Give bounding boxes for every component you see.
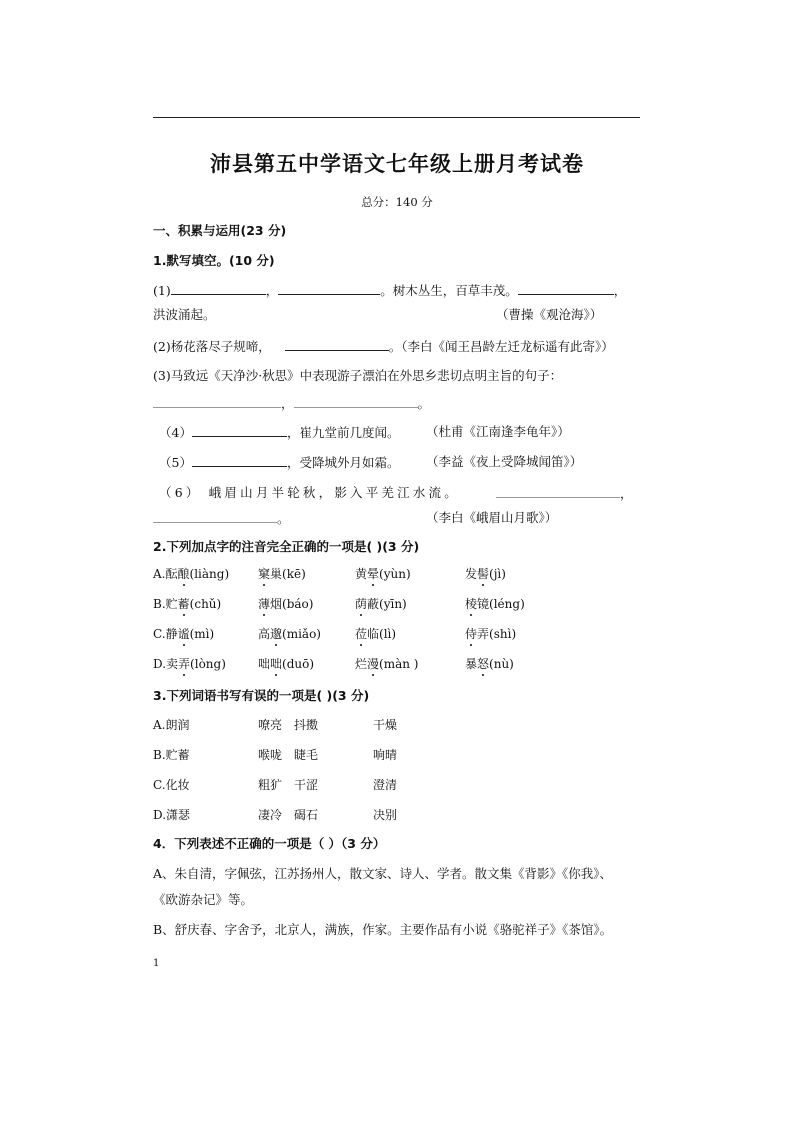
q2-pinyin: (chǔ) xyxy=(189,597,222,611)
q2-pinyin: (màn ) xyxy=(379,657,419,671)
q3-option-label-word: D.潇瑟 xyxy=(153,808,191,822)
q1-line-9-source: （李白《峨眉山月歌》） xyxy=(426,510,558,525)
q2-character: 卖 xyxy=(166,657,179,671)
q2-character: 弄 xyxy=(178,657,191,671)
q2-character: 酿 xyxy=(177,567,190,581)
q2-pinyin: (lòng) xyxy=(190,657,226,671)
q2-pinyin: (yùn) xyxy=(379,567,411,581)
q1-line-1-end: ， xyxy=(613,283,627,298)
header-rule xyxy=(153,117,640,118)
q2-option-label: A. xyxy=(153,567,166,581)
q3-word: 凄冷 xyxy=(258,808,283,822)
q4-option-a-line-2: 《欧游杂记》等。 xyxy=(153,892,254,907)
page-title: 沛县第五中学语文七年级上册月考试卷 xyxy=(210,152,584,176)
q2-pinyin: (jì) xyxy=(489,567,506,581)
q2-option-item xyxy=(153,626,214,642)
q4-option-b: B、舒庆春、字舍予，北京人，满族，作家。主要作品有小说《骆驼祥子》《茶馆》。 xyxy=(153,922,613,937)
q2-character: 莅 xyxy=(355,627,368,641)
q2-character: 镜 xyxy=(477,597,490,611)
q1-line-2-text: 洪波涌起。 xyxy=(153,307,216,322)
q2-character: 侍 xyxy=(465,627,478,641)
q2-pinyin: (lì) xyxy=(379,627,397,641)
answer-blank[interactable] xyxy=(171,282,266,295)
q2-character: 咄 xyxy=(270,657,283,671)
q2-pinyin: (duō) xyxy=(282,657,315,671)
q3-option-label-word: A.朗润 xyxy=(153,718,190,732)
q2-character: 贮 xyxy=(165,597,178,611)
q2-character: 邈 xyxy=(270,627,283,641)
q2-character: 静 xyxy=(165,627,178,641)
question-4-heading: 4．下列表述不正确的一项是（ ）（3 分） xyxy=(153,836,386,851)
q1-line-1-num: (1) xyxy=(153,283,171,298)
q2-character: 漫 xyxy=(367,657,380,671)
q2-character: 窠 xyxy=(258,567,271,581)
q2-character: 咄 xyxy=(258,657,271,671)
q2-option-item xyxy=(355,626,396,642)
q2-character: 黄 xyxy=(355,567,368,581)
q2-option-item xyxy=(258,566,306,582)
q1-line-4: (3)马致远《天净沙·秋思》中表现游子漂泊在外思乡悲切点明主旨的句子： xyxy=(153,368,563,383)
q3-word: 睫毛 xyxy=(294,748,319,762)
q1-line-3-source: 。（李白《闻王昌龄左迁龙标遥有此寄》） xyxy=(388,339,614,354)
answer-blank[interactable] xyxy=(285,338,389,351)
q3-option-label-word: C.化妆 xyxy=(153,778,190,792)
q3-word: 响晴 xyxy=(373,748,398,762)
q2-pinyin: (miǎo) xyxy=(282,627,321,641)
q1-line-9-end: 。 xyxy=(277,511,290,526)
question-1-heading: 1.默写填空。(10 分) xyxy=(153,253,275,268)
q2-option-item xyxy=(153,656,226,672)
q2-option-item xyxy=(465,566,506,582)
q2-character: 临 xyxy=(367,627,380,641)
q1-line-6 xyxy=(159,424,399,441)
q2-option-label: D. xyxy=(153,657,167,671)
q2-character: 烟 xyxy=(270,597,283,611)
answer-blank[interactable] xyxy=(153,510,277,523)
answer-blank[interactable] xyxy=(192,424,287,437)
q1-line-6-text: ，崔九堂前几度闻。 xyxy=(286,425,400,440)
q3-word: 决别 xyxy=(373,808,398,822)
q2-character: 蔽 xyxy=(367,597,380,611)
q3-word: 粗犷 xyxy=(258,778,283,792)
q1-line-3 xyxy=(153,338,614,355)
q2-character: 怒 xyxy=(477,657,490,671)
q2-pinyin: (kē) xyxy=(282,567,306,581)
q3-word: 嘹亮 xyxy=(258,718,283,732)
q2-option-item xyxy=(355,566,411,582)
q1-line-1-comma: ， xyxy=(265,283,279,298)
answer-blank[interactable] xyxy=(518,282,614,295)
q1-line-8-comma: ， xyxy=(620,486,633,501)
q1-line-5-comma: ， xyxy=(281,396,294,411)
q2-option-item xyxy=(355,596,407,612)
answer-blank[interactable] xyxy=(278,282,380,295)
q2-pinyin: (léng) xyxy=(489,597,525,611)
q2-option-item xyxy=(465,656,514,672)
q1-line-3-prompt: (2)杨花落尽子规啼， xyxy=(153,339,271,354)
q3-word: 喉咙 xyxy=(258,748,283,762)
q2-pinyin: (nù) xyxy=(489,657,514,671)
q2-option-item xyxy=(465,626,516,642)
q3-word: 干燥 xyxy=(373,718,398,732)
q2-character: 蓄 xyxy=(177,597,190,611)
q2-character: 巢 xyxy=(270,567,283,581)
q3-option-label-word: B.贮蓄 xyxy=(153,748,190,762)
q1-line-1 xyxy=(153,282,626,299)
q1-line-8 xyxy=(496,485,633,502)
q2-character: 高 xyxy=(258,627,271,641)
answer-blank[interactable] xyxy=(153,395,281,408)
q2-option-item xyxy=(258,596,313,612)
q2-pinyin: (yīn) xyxy=(379,597,407,611)
answer-blank[interactable] xyxy=(294,395,418,408)
q2-character: 酝 xyxy=(165,567,178,581)
question-2-heading: 2.下列加点字的注音完全正确的一项是( )(3 分) xyxy=(153,539,420,554)
q2-character: 荫 xyxy=(355,597,368,611)
q3-word: 抖擞 xyxy=(294,718,319,732)
q2-option-item xyxy=(153,596,221,612)
q1-line-7 xyxy=(159,454,399,471)
q2-pinyin: (liàng) xyxy=(189,567,230,581)
q2-character: 烂 xyxy=(355,657,368,671)
q2-character: 薄 xyxy=(258,597,271,611)
q2-option-item xyxy=(258,626,321,642)
question-3-heading: 3.下列词语书写有误的一项是( )(3 分) xyxy=(153,688,370,703)
q3-word: 澄清 xyxy=(373,778,398,792)
q2-pinyin: (báo) xyxy=(282,597,314,611)
q2-option-label: C. xyxy=(153,627,166,641)
q2-option-label: B. xyxy=(153,597,166,611)
q1-line-6-num: （4） xyxy=(159,425,192,440)
q2-character: 暴 xyxy=(465,657,478,671)
q2-option-item xyxy=(258,656,314,672)
page-number: 1 xyxy=(153,958,160,969)
q1-line-2-source: （曹操《观沧海》） xyxy=(496,307,603,322)
q1-line-8-text: （6） 峨眉山月半轮秋，影入平羌江水流。 xyxy=(159,485,460,500)
q2-character: 发 xyxy=(465,567,478,581)
q1-line-6-source: （杜甫《江南逢李龟年》） xyxy=(426,424,570,439)
answer-blank[interactable] xyxy=(496,485,620,498)
q1-line-7-text: ，受降城外月如霜。 xyxy=(286,455,400,470)
q3-word: 碣石 xyxy=(294,808,319,822)
answer-blank[interactable] xyxy=(192,454,287,467)
q2-option-item xyxy=(465,596,525,612)
q2-character: 棱 xyxy=(465,597,478,611)
q1-line-5 xyxy=(153,395,430,412)
q2-pinyin: (shì) xyxy=(489,627,517,641)
section-heading: 一、积累与运用(23 分) xyxy=(153,223,287,238)
q2-character: 晕 xyxy=(367,567,380,581)
q2-option-item xyxy=(355,656,418,672)
q1-line-7-num: （5） xyxy=(159,455,192,470)
q3-word: 干涩 xyxy=(294,778,319,792)
q2-character: 髻 xyxy=(477,567,490,581)
q1-line-7-source: （李益《夜上受降城闻笛》） xyxy=(426,454,583,469)
total-score: 总分：140 分 xyxy=(361,195,433,209)
q1-line-5-end: 。 xyxy=(417,396,431,411)
q4-option-a-line-1: A、朱自清，字佩弦，江苏扬州人，散文家、诗人、学者。散文集《背影》《你我》、 xyxy=(153,866,613,881)
q2-character: 谧 xyxy=(177,627,190,641)
q2-pinyin: (mì) xyxy=(189,627,215,641)
q2-option-item xyxy=(153,566,229,582)
q2-character: 弄 xyxy=(477,627,490,641)
q1-line-1-text: 。树木丛生，百草丰茂。 xyxy=(380,283,518,298)
q1-line-9 xyxy=(153,510,290,527)
